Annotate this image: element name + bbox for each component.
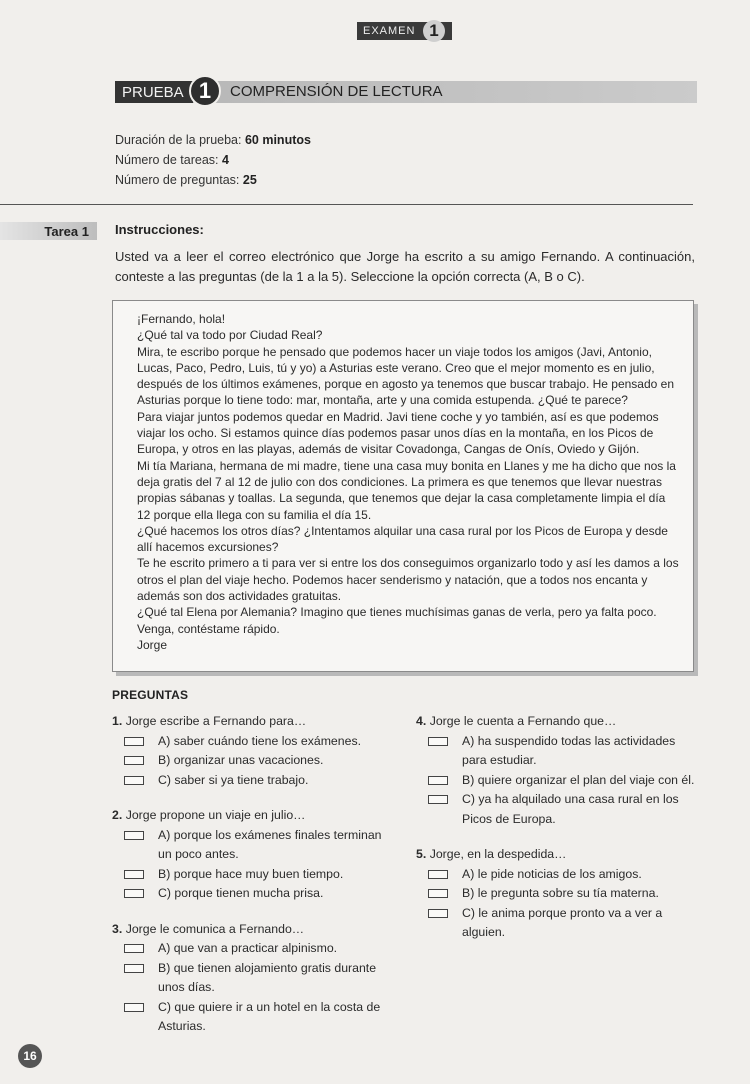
email-line: Mi tía Mariana, hermana de mi madre, tiene una casa muy bonita en Llanes y me ha dicho que nos la deja gratis del 7 al 12 de julio con dos condiciones. La primera es que tenemos que llevar nuestras propias sábanas y toallas. La segunda, que tenemos que dejar la casa completamente limpia el día 12 porque ella llega con su familia el día 15. — [137, 458, 676, 522]
prueba-bar — [115, 78, 697, 103]
email-text-box — [112, 300, 694, 672]
email-line: ¿Qué tal va todo por Ciudad Real? — [137, 328, 323, 343]
questions-left-column — [112, 712, 392, 1053]
tarea-label: Tarea 1 — [0, 222, 97, 240]
meta-duration: Duración de la prueba: 60 minutos — [115, 133, 311, 147]
option-c[interactable]: C) que quiere ir a un hotel en la costa de Asturias. — [112, 998, 392, 1037]
meta-tasks: Número de tareas: 4 — [115, 153, 229, 167]
page-number: 16 — [18, 1044, 42, 1068]
answer-checkbox[interactable] — [428, 889, 448, 898]
section-divider — [0, 204, 693, 205]
answer-checkbox[interactable] — [124, 831, 144, 840]
questions-value: 25 — [242, 173, 257, 187]
answer-checkbox[interactable] — [428, 870, 448, 879]
tasks-value: 4 — [222, 153, 229, 167]
email-greeting: ¡Fernando, hola! — [137, 312, 226, 326]
answer-checkbox[interactable] — [124, 1003, 144, 1012]
instructions-text: Usted va a leer el correo electrónico que Jorge ha escrito a su amigo Fernando. A continuación, conteste a las preguntas (de la 1 a la 5). Seleccione la opción correcta (A, B o C). — [115, 249, 695, 284]
option-c[interactable]: C) saber si ya tiene trabajo. — [112, 771, 392, 791]
questions-heading: PREGUNTAS — [112, 688, 189, 702]
question-3: 3. Jorge le comunica a Fernando… A) que van a practicar alpinismo. B) que tienen alojamiento gratis durante unos días. C) que quiere ir a un hotel en la costa de Asturias. — [112, 920, 392, 1037]
questions-right-column — [416, 712, 696, 959]
answer-checkbox[interactable] — [428, 909, 448, 918]
email-line: Mira, te escribo porque he pensado que podemos hacer un viaje todos los amigos (Javi, Antonio, Lucas, Paco, Pedro, Luis, tú y yo) a Asturias este verano. Creo que el mejor momento es en julio, después de los últimos exámenes, porque en agosto ya tenemos que buscar trabajo. He pensado en Asturias porque lo tiene todo: mar, montaña, arte y una comida estupenda. ¿Qué te parece? — [137, 344, 675, 408]
option-a[interactable]: A) saber cuándo tiene los exámenes. — [112, 732, 392, 752]
email-line: Venga, contéstame rápido. — [137, 621, 280, 636]
test-meta — [115, 130, 311, 190]
option-b[interactable]: B) le pregunta sobre su tía materna. — [416, 884, 696, 904]
meta-questions: Número de preguntas: 25 — [115, 173, 257, 187]
option-c[interactable]: C) porque tienen mucha prisa. — [112, 884, 392, 904]
question-5: 5. Jorge, en la despedida… A) le pide noticias de los amigos. B) le pregunta sobre su tía materna. C) le anima porque pronto va a ver a alguien. — [416, 845, 696, 943]
answer-checkbox[interactable] — [124, 756, 144, 765]
option-c[interactable]: C) le anima porque pronto va a ver a alguien. — [416, 904, 696, 943]
prueba-label: PRUEBA — [115, 81, 193, 103]
exam-badge — [357, 22, 452, 40]
answer-checkbox[interactable] — [124, 964, 144, 973]
option-a[interactable]: A) porque los exámenes finales terminan un poco antes. — [112, 826, 392, 865]
prueba-number: 1 — [189, 75, 221, 107]
email-line: Te he escrito primero a ti para ver si entre los dos conseguimos organizarlo todo y así les damos a los otros el plan del viaje hecho. Podemos hacer senderismo y natación, que a todos nos encanta y además son dos actividades gratuitas. — [137, 556, 679, 604]
answer-checkbox[interactable] — [428, 795, 448, 804]
question-stem: Jorge propone un viaje en julio… — [125, 808, 306, 822]
question-stem: Jorge escribe a Fernando para… — [125, 714, 307, 728]
option-b[interactable]: B) que tienen alojamiento gratis durante unos días. — [112, 959, 392, 998]
question-stem: Jorge le comunica a Fernando… — [125, 921, 305, 936]
exam-number: 1 — [423, 20, 445, 42]
exam-label: EXAMEN — [363, 25, 416, 37]
question-stem: Jorge, en la despedida… — [429, 847, 567, 861]
answer-checkbox[interactable] — [428, 737, 448, 746]
answer-checkbox[interactable] — [124, 889, 144, 898]
option-c[interactable]: C) ya ha alquilado una casa rural en los Picos de Europa. — [416, 790, 696, 829]
option-b[interactable]: B) porque hace muy buen tiempo. — [112, 865, 392, 885]
answer-checkbox[interactable] — [124, 944, 144, 953]
option-a[interactable]: A) ha suspendido todas las actividades para estudiar. — [416, 732, 696, 771]
answer-checkbox[interactable] — [124, 737, 144, 746]
answer-checkbox[interactable] — [124, 776, 144, 785]
email-line: ¿Qué tal Elena por Alemania? Imagino que tienes muchísimas ganas de verla, pero ya falta poco. — [137, 605, 657, 620]
question-1: 1. Jorge escribe a Fernando para… A) saber cuándo tiene los exámenes. B) organizar unas vacaciones. C) saber si ya tiene trabajo. — [112, 712, 392, 790]
option-a[interactable]: A) que van a practicar alpinismo. — [112, 939, 392, 959]
question-2: 2. Jorge propone un viaje en julio… A) porque los exámenes finales terminan un poco antes. B) porque hace muy buen tiempo. C) porque tienen mucha prisa. — [112, 806, 392, 904]
prueba-title: COMPRENSIÓN DE LECTURA — [230, 83, 443, 100]
answer-checkbox[interactable] — [428, 776, 448, 785]
email-line: Para viajar juntos podemos quedar en Madrid. Javi tiene coche y yo también, así es que podemos viajar los ocho. Si estamos quince días podemos pasar unos días en la montaña, en los Picos de Europa, y otros en las playas, además de visitar Covadonga, Cangas de Onís, Oviedo y Gijón. — [137, 409, 659, 457]
instructions-title: Instrucciones: — [115, 222, 204, 237]
answer-checkbox[interactable] — [124, 870, 144, 879]
option-a[interactable]: A) le pide noticias de los amigos. — [416, 865, 696, 885]
question-stem: Jorge le cuenta a Fernando que… — [429, 714, 617, 728]
question-4: 4. Jorge le cuenta a Fernando que… A) ha suspendido todas las actividades para estudiar. B) quiere organizar el plan del viaje con él. C) ya ha alquilado una casa rural en los Picos de Europa. — [416, 712, 696, 829]
option-b[interactable]: B) quiere organizar el plan del viaje con él. — [416, 771, 696, 791]
email-line: ¿Qué hacemos los otros días? ¿Intentamos alquilar una casa rural por los Picos de Europa y desde allí hacemos excursiones? — [137, 523, 668, 555]
option-b[interactable]: B) organizar unas vacaciones. — [112, 751, 392, 771]
email-signature: Jorge — [137, 637, 168, 652]
duration-value: 60 minutos — [244, 133, 311, 147]
